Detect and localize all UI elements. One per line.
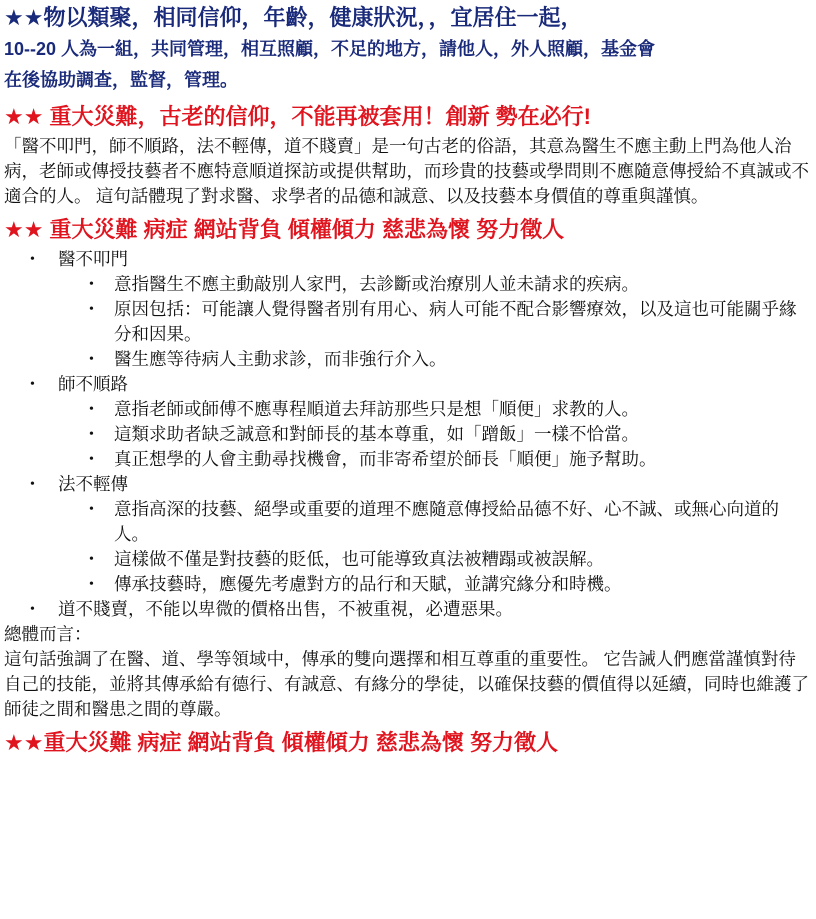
list-item-title: 道不賤賣，不能以卑微的價格出售，不被重視，必遭惡果。 bbox=[58, 599, 513, 619]
sub-list-item bbox=[58, 447, 816, 472]
header-line-1: ★★物以類聚，相同信仰，年齡，健康狀況，，宜居住一起， bbox=[4, 5, 583, 30]
sub-list-item bbox=[58, 497, 816, 547]
list-item-title: 法不輕傳 bbox=[58, 474, 128, 494]
summary-paragraph: 這句話強調了在醫、道、學等領域中，傳承的雙向選擇和相互尊重的重要性。 它告誡人們應當謹慎對待自己的技能，並將其傳承給有德行、有誠意、有緣分的學徒，以確保技藝的價值得以延續，同時也維護了師徒之間和醫患之間的尊嚴。 bbox=[4, 649, 809, 719]
section1-paragraph: 「醫不叩門，師不順路，法不輕傳，道不賤賣」是一句古老的俗語，其意為醫生不應主動上門為他人治病，老師或傳授技藝者不應特意順道探訪或提供幫助，而珍貴的技藝或學問則不應隨意傳授給不真誠或不適合的人。 這句話體現了對求醫、求學者的品德和誠意、以及技藝本身價值的尊重與謹慎。 bbox=[4, 136, 809, 206]
bullet-icon: • bbox=[89, 552, 94, 567]
proverb-list bbox=[0, 247, 816, 622]
sub-item-text: 意指老師或師傅不應專程順道去拜訪那些只是想「順便」求教的人。 bbox=[114, 399, 639, 419]
bullet-icon: • bbox=[89, 352, 94, 367]
sub-item-text: 這類求助者缺乏誠意和對師長的基本尊重，如「蹭飯」一樣不恰當。 bbox=[114, 424, 639, 444]
sub-item-text: 真正想學的人會主動尋找機會，而非寄希望於師長「順便」施予幫助。 bbox=[114, 449, 657, 469]
bullet-icon: • bbox=[30, 602, 35, 617]
bullet-icon: • bbox=[30, 477, 35, 492]
sub-item-text: 這樣做不僅是對技藝的貶低，也可能導致真法被糟蹋或被誤解。 bbox=[114, 549, 604, 569]
header-line-3: 在後協助調查，監督，管理。 bbox=[4, 70, 238, 90]
bullet-icon: • bbox=[89, 577, 94, 592]
sub-list-item bbox=[58, 547, 816, 572]
sub-list-item bbox=[58, 422, 816, 447]
sub-item-text: 意指醫生不應主動敲別人家門，去診斷或治療別人並未請求的疾病。 bbox=[114, 274, 639, 294]
header-line-2: 10--20 人為一組，共同管理，相互照顧，不足的地方，請他人，外人照顧，基金會 bbox=[4, 39, 656, 59]
bullet-icon: • bbox=[30, 252, 35, 267]
list-item-title: 師不順路 bbox=[58, 374, 128, 394]
bullet-icon: • bbox=[89, 452, 94, 467]
bullet-icon: • bbox=[89, 277, 94, 292]
bullet-icon: • bbox=[30, 377, 35, 392]
footer-heading: ★★重大災難 病症 網站背負 傾權傾力 慈悲為懷 努力徵人 bbox=[4, 730, 559, 755]
bullet-icon: • bbox=[89, 402, 94, 417]
sub-list-item bbox=[58, 347, 816, 372]
list-item-dao bbox=[0, 597, 816, 622]
sub-item-text: 醫生應等待病人主動求診，而非強行介入。 bbox=[114, 349, 447, 369]
sub-item-text: 原因包括：可能讓人覺得醫者別有用心、病人可能不配合影響療效，以及這也可能關乎緣分和因果。 bbox=[114, 299, 797, 344]
list-item-title: 醫不叩門 bbox=[58, 249, 128, 269]
section2-heading: ★★ 重大災難 病症 網站背負 傾權傾力 慈悲為懷 努力徵人 bbox=[4, 217, 565, 242]
bullet-icon: • bbox=[89, 302, 94, 317]
sub-list bbox=[58, 397, 816, 472]
sub-list-item bbox=[58, 297, 816, 347]
list-item-shi bbox=[0, 372, 816, 472]
bullet-icon: • bbox=[89, 502, 94, 517]
sub-list bbox=[58, 497, 816, 597]
section1-heading: ★★ 重大災難，古老的信仰，不能再被套用！創新 勢在必行! bbox=[4, 104, 591, 129]
summary-label: 總體而言： bbox=[4, 624, 92, 644]
sub-item-text: 傳承技藝時，應優先考慮對方的品行和天賦，並講究緣分和時機。 bbox=[114, 574, 622, 594]
sub-list-item bbox=[58, 397, 816, 422]
sub-list-item bbox=[58, 272, 816, 297]
sub-list bbox=[58, 272, 816, 372]
bullet-icon: • bbox=[89, 427, 94, 442]
list-item-fa bbox=[0, 472, 816, 597]
sub-item-text: 意指高深的技藝、絕學或重要的道理不應隨意傳授給品德不好、心不誠、或無心向道的人。 bbox=[114, 499, 779, 544]
sub-list-item bbox=[58, 572, 816, 597]
list-item-yi bbox=[0, 247, 816, 372]
